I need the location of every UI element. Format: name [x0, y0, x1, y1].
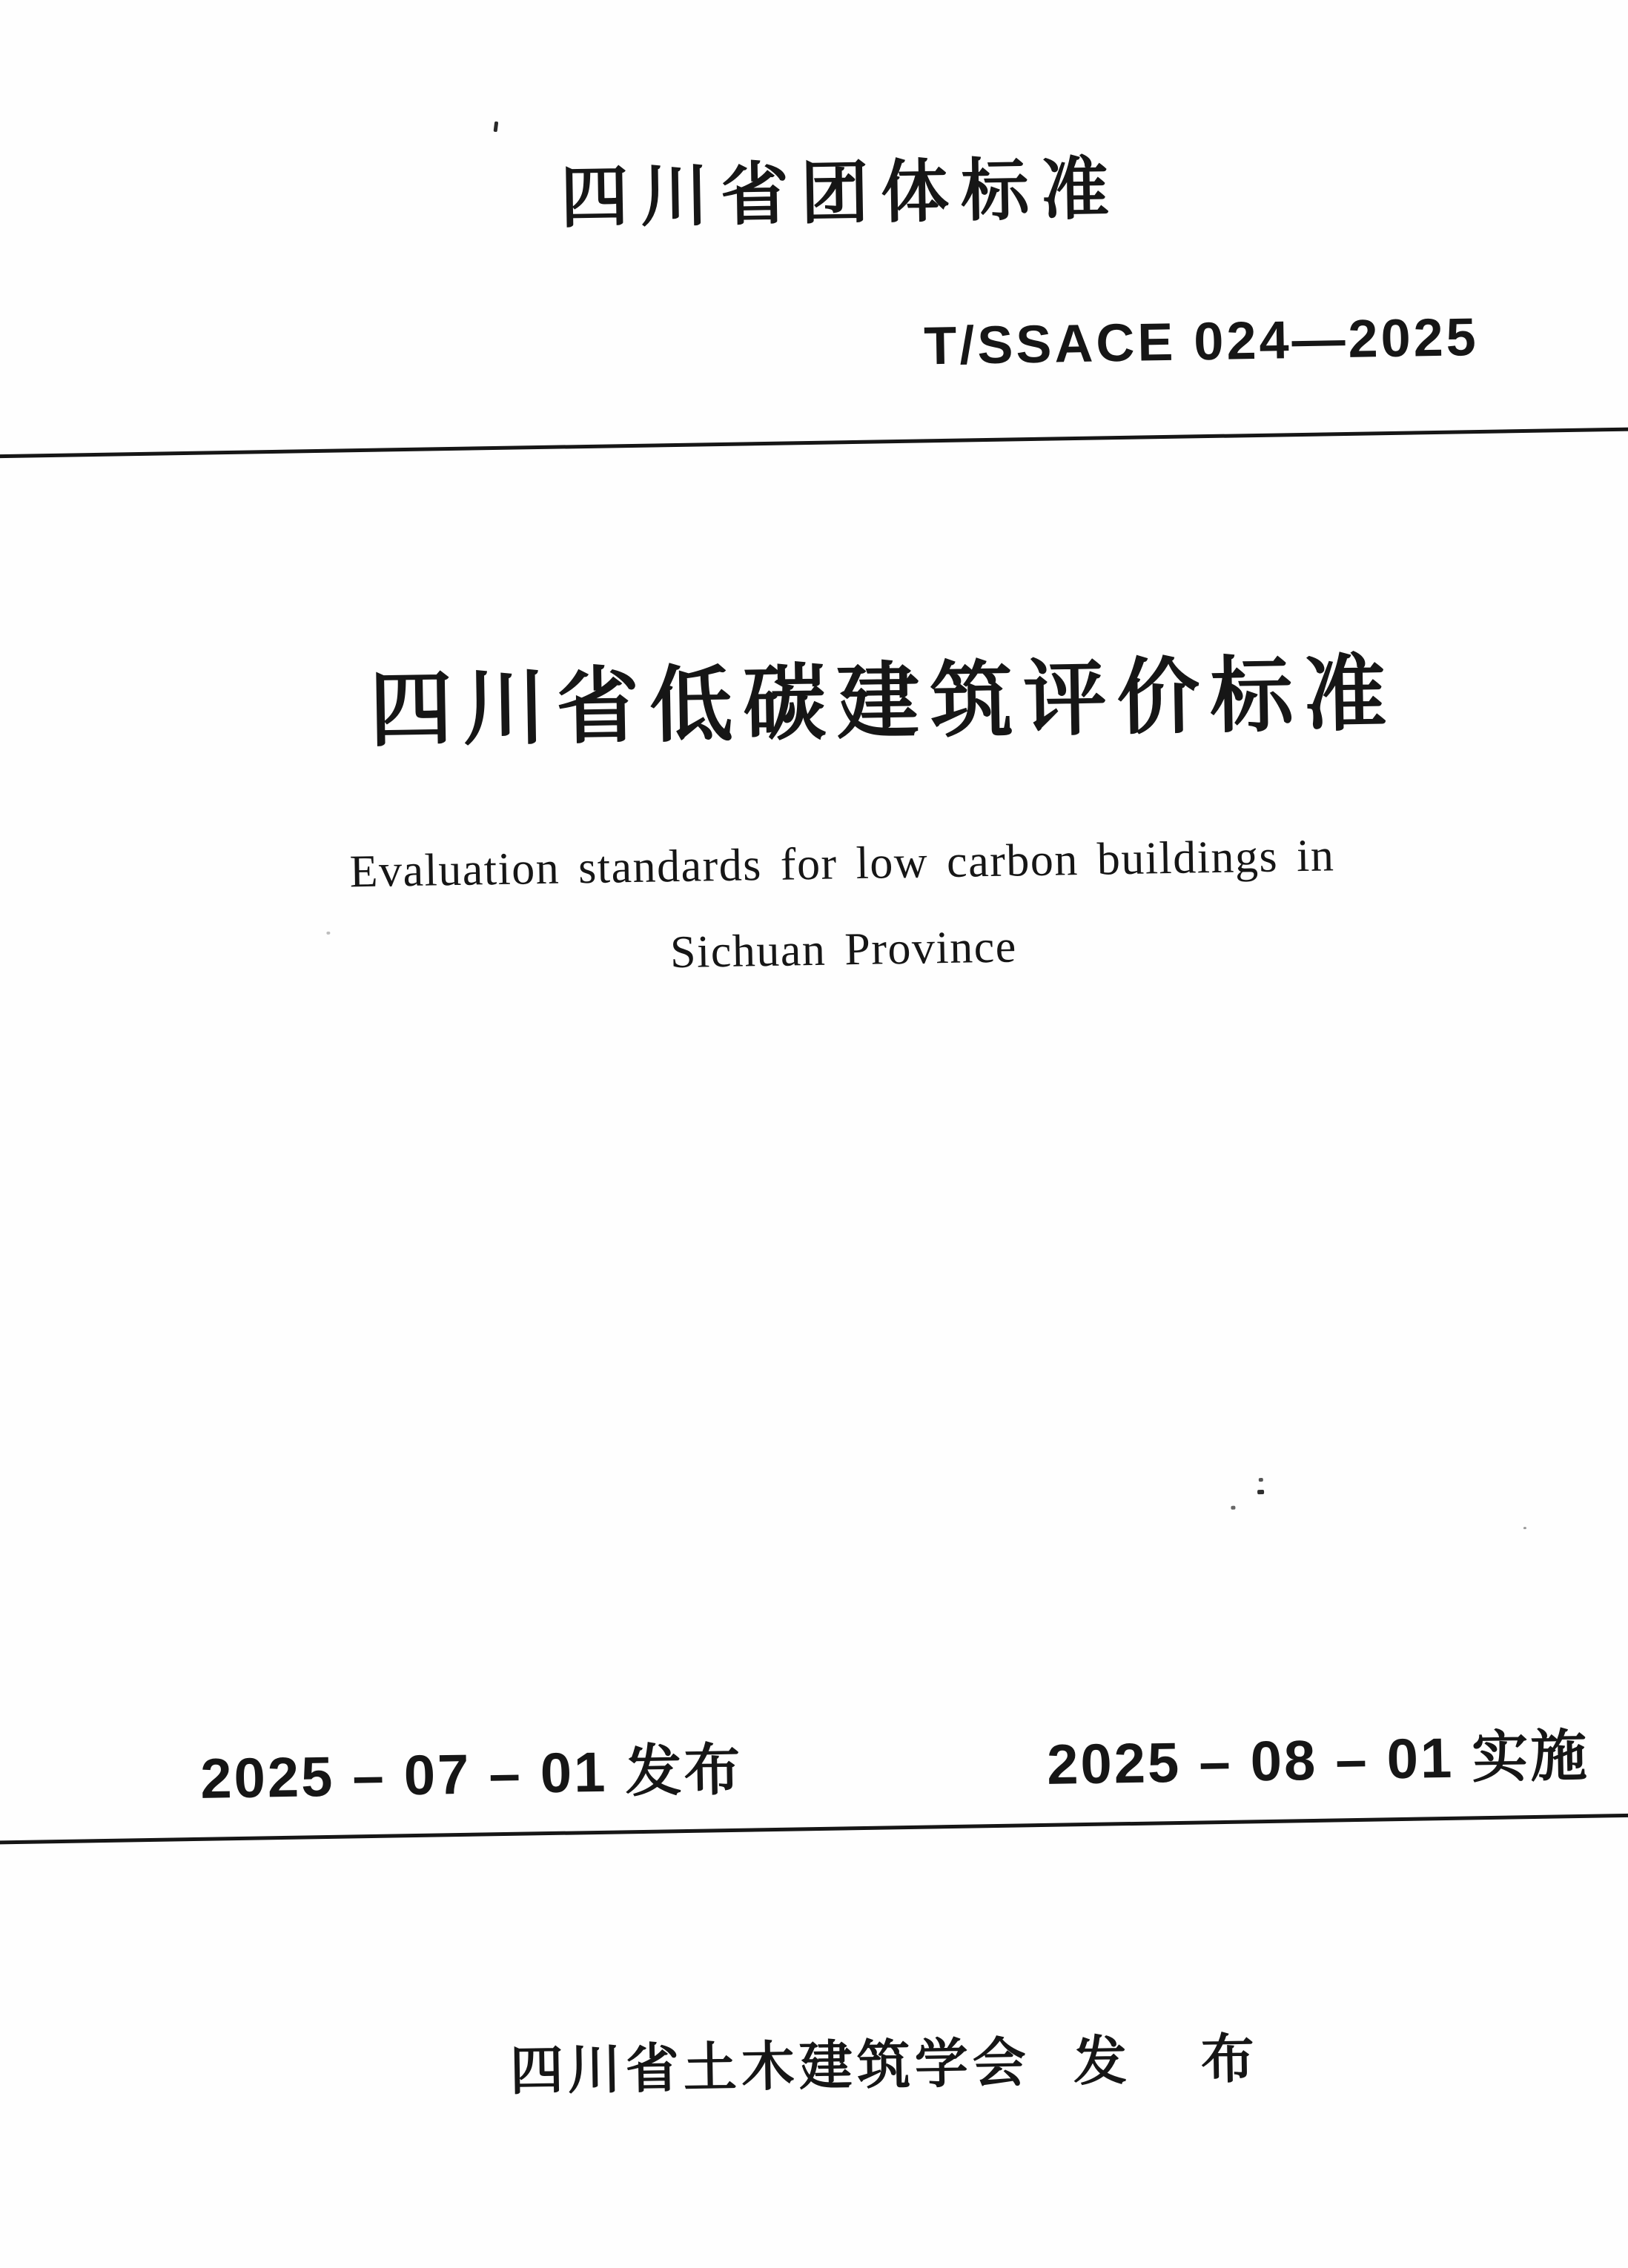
publish-action-label: 发布 [1073, 2028, 1329, 2092]
document-title-en-line1: Evaluation standards for low carbon buildings in [349, 830, 1335, 898]
header-rule [0, 428, 1628, 459]
standard-category-heading: 四川省团体标准 [560, 150, 1122, 236]
document-title-en [349, 812, 1337, 1001]
scan-speck [1231, 1506, 1235, 1510]
scan-speck [1259, 1478, 1263, 1482]
document-title-en-line2: Sichuan Province [669, 921, 1018, 978]
document-title-zh: 四川省低碳建筑评价标准 [368, 648, 1398, 757]
implementation-date: 2025 – 08 – 01 实施 [1046, 1724, 1590, 1797]
publisher-name: 四川省土木建筑学会 [509, 2033, 1031, 2101]
publisher-line [509, 2028, 1329, 2101]
scan-speck [494, 122, 499, 133]
scan-speck [1257, 1490, 1264, 1494]
footer-rule [0, 1813, 1628, 1844]
scan-speck [326, 932, 330, 935]
scan-speck [1523, 1527, 1526, 1529]
issue-date: 2025 – 07 – 01 发布 [199, 1738, 744, 1811]
standard-code: T/SSACE 024—2025 [923, 307, 1480, 377]
